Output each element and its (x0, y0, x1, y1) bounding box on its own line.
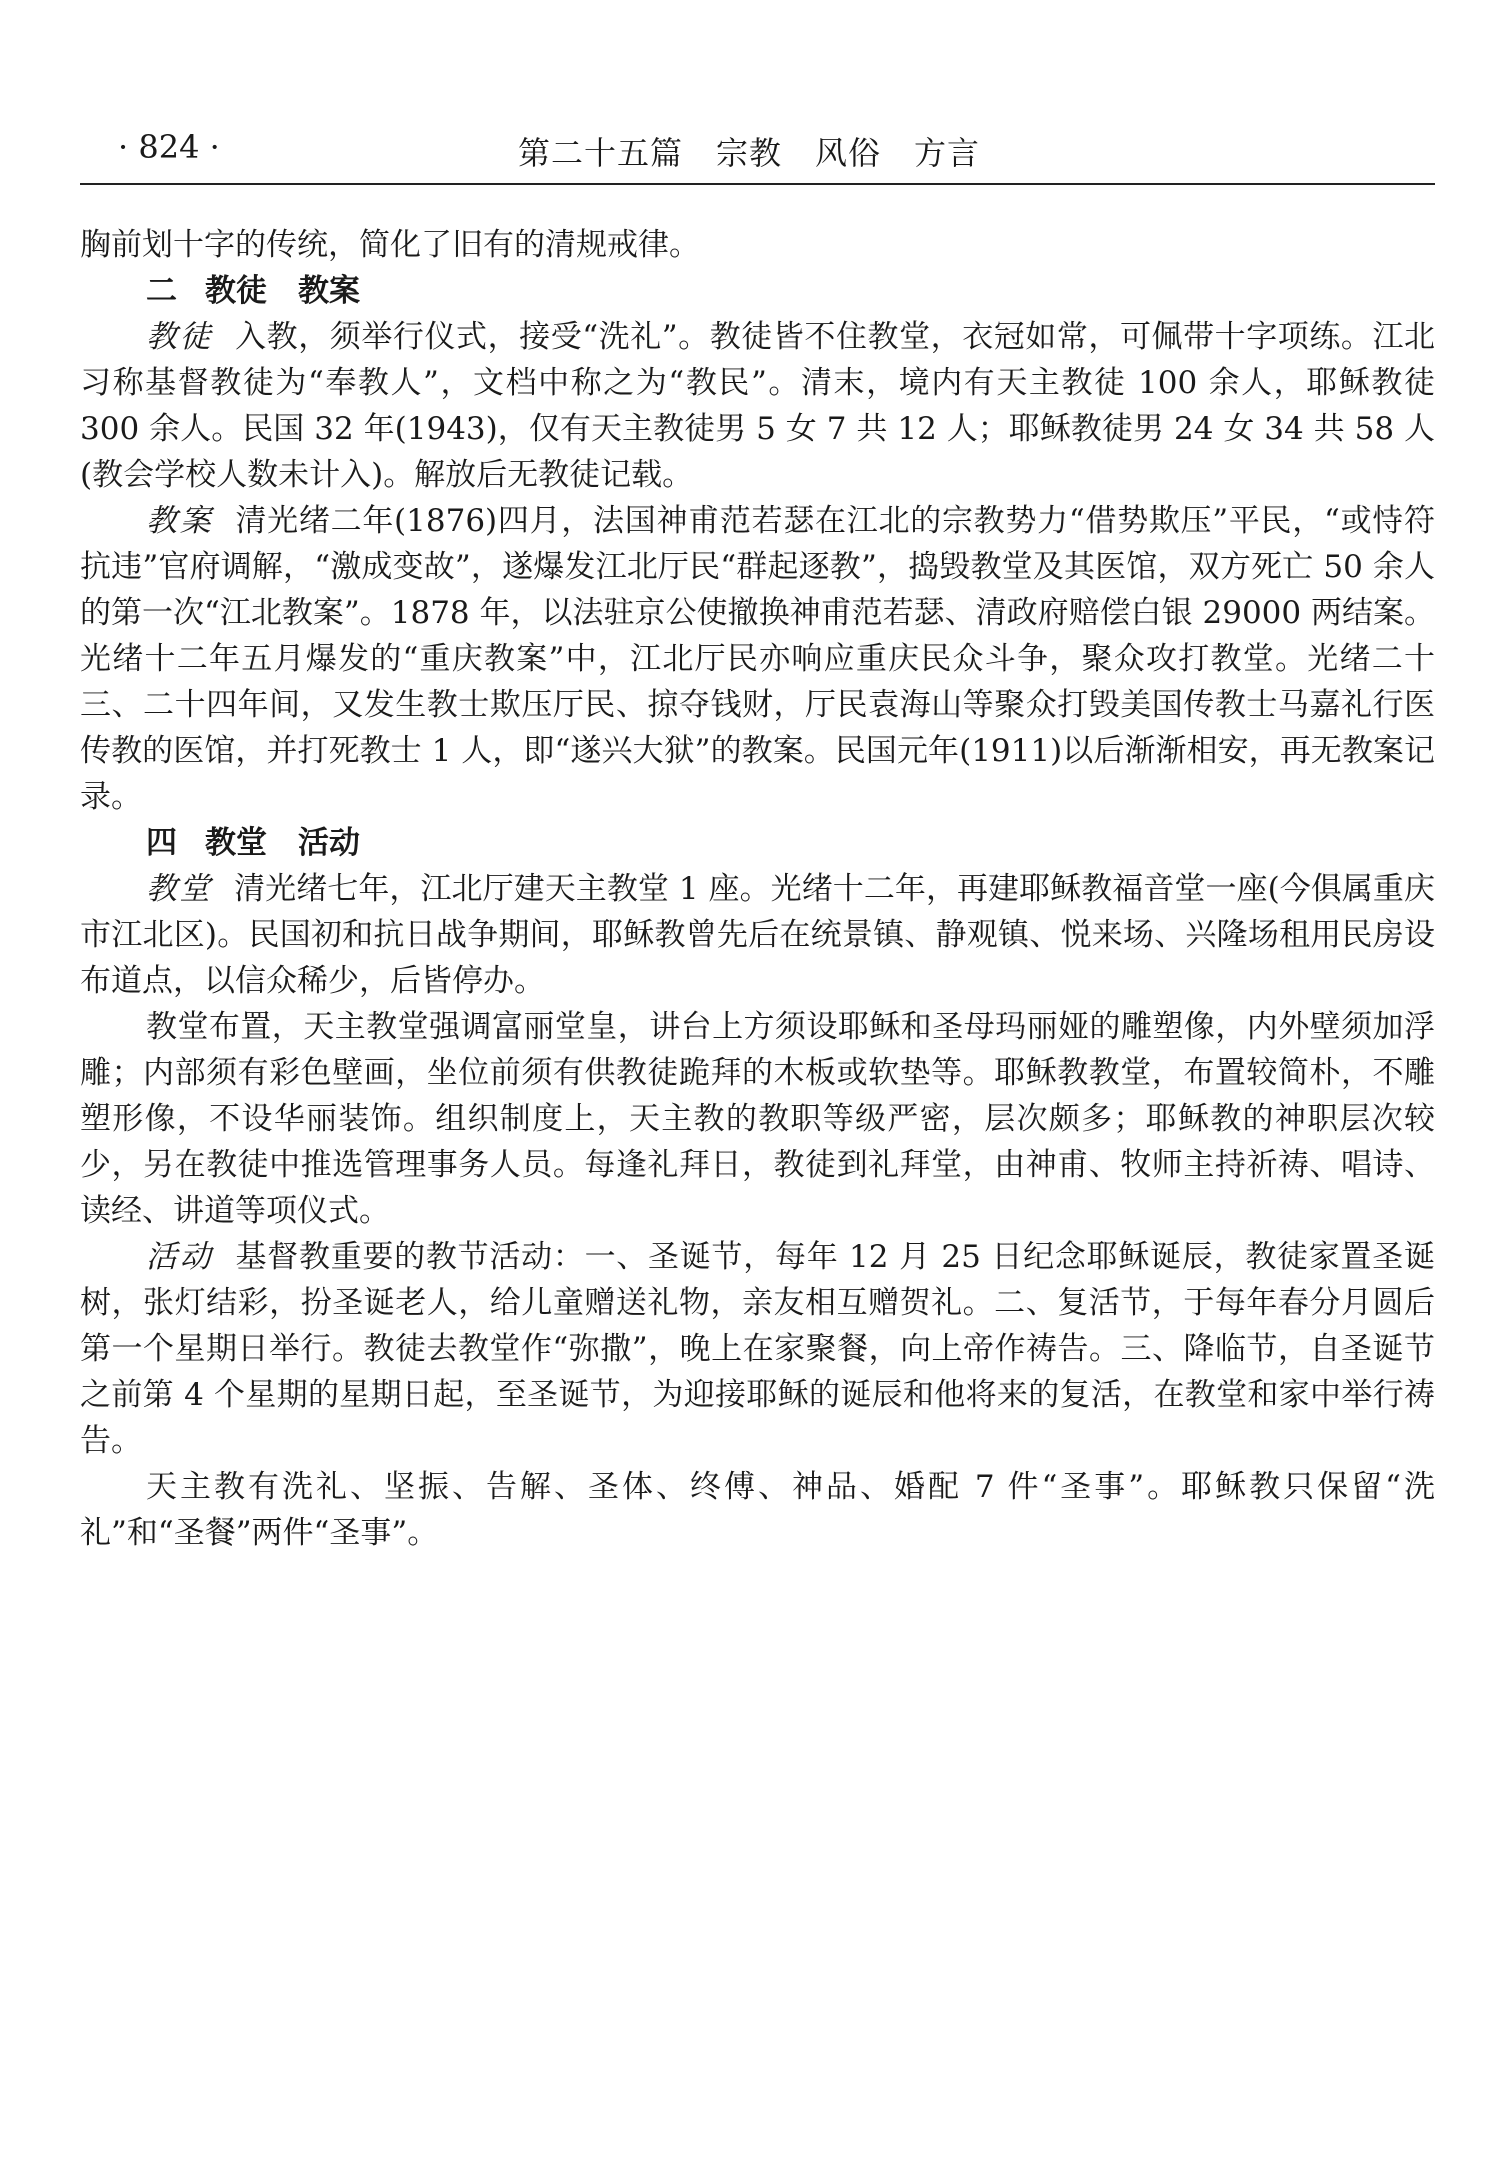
paragraph-missionary-cases (80, 498, 1435, 820)
page-header (80, 128, 1435, 178)
paragraph-sacraments: 天主教有洗礼、坚振、告解、圣体、终傅、神品、婚配 7 件“圣事”。耶稣教只保留“洗礼”和“圣餐”两件“圣事”。 (80, 1469, 1435, 1551)
paragraph-text: 清光绪二年(1876)四月，法国神甫范若瑟在江北的宗教势力“借势欺压”平民，“或恃符抗违”官府调解，“激成变故”，遂爆发江北厅民“群起逐教”，捣毁教堂及其医馆，双方死亡 50 余人的第一次“江北教案”。1878 年，以法驻京公使撤换神甫范若瑟、清政府赔偿白银 29000 两结案。光绪十二年五月爆发的“重庆教案”中，江北厅民亦响应重庆民众斗争，聚众攻打教堂。光绪二十三、二十四年间，又发生教士欺压厅民、掠夺钱财，厅民袁海山等聚众打毁美国传教士马嘉礼行医传教的医馆，并打死教士 1 人，即“遂兴大狱”的教案。民国元年(1911)以后渐渐相安，再无教案记录。 (80, 503, 1436, 815)
section-number: 二 (146, 273, 177, 309)
run-in-term: 教徒 (146, 319, 214, 355)
paragraph-churches (80, 866, 1435, 1004)
paragraph-continued: 胸前划十字的传统，简化了旧有的清规戒律。 (80, 227, 700, 263)
section-number: 四 (146, 825, 177, 861)
paragraph-activities (80, 1234, 1435, 1464)
section-title: 教徒 教案 (205, 273, 360, 309)
header-rule (80, 183, 1435, 185)
paragraph-text: 基督教重要的教节活动：一、圣诞节，每年 12 月 25 日纪念耶稣诞辰，教徒家置圣诞树，张灯结彩，扮圣诞老人，给儿童赠送礼物，亲友相互赠贺礼。二、复活节，于每年春分月圆后第一个星期日举行。教徒去教堂作“弥撒”，晚上在家聚餐，向上帝作祷告。三、降临节，自圣诞节之前第 4 个星期的星期日起，至圣诞节，为迎接耶稣的诞辰和他将来的复活，在教堂和家中举行祷告。 (80, 1239, 1436, 1459)
paragraph-text: 清光绪七年，江北厅建天主教堂 1 座。光绪十二年，再建耶稣教福音堂一座(今俱属重庆市江北区)。民国初和抗日战争期间，耶稣教曾先后在统景镇、静观镇、悦来场、兴隆场租用民房设布道点，以信众稀少，后皆停办。 (80, 871, 1435, 999)
section-title: 教堂 活动 (205, 825, 360, 861)
section-heading-4 (80, 820, 1435, 866)
page-number: · 824 · (118, 128, 220, 166)
paragraph-text: 入教，须举行仪式，接受“洗礼”。教徒皆不住教堂，衣冠如常，可佩带十字项练。江北习称基督教徒为“奉教人”，文档中称之为“教民”。清末，境内有天主教徒 100 余人，耶稣教徒 300 余人。民国 32 年(1943)，仅有天主教徒男 5 女 7 共 12 人；耶稣教徒男 24 女 34 共 58 人(教会学校人数未计入)。解放后无教徒记载。 (80, 319, 1435, 493)
run-in-term: 教堂 (146, 871, 213, 907)
run-in-term: 活动 (146, 1239, 214, 1275)
paragraph-church-layout: 教堂布置，天主教堂强调富丽堂皇，讲台上方须设耶稣和圣母玛丽娅的雕塑像，内外壁须加浮雕；内部须有彩色壁画，坐位前须有供教徒跪拜的木板或软垫等。耶稣教教堂，布置较简朴，不雕塑形像，不设华丽装饰。组织制度上，天主教的教职等级严密，层次颇多；耶稣教的神职层次较少，另在教徒中推选管理事务人员。每逢礼拜日，教徒到礼拜堂，由神甫、牧师主持祈祷、唱诗、读经、讲道等项仪式。 (80, 1009, 1435, 1229)
document-body (80, 222, 1435, 1556)
paragraph-believers (80, 314, 1435, 498)
running-title: 第二十五篇 宗教 风俗 方言 (518, 134, 981, 172)
section-heading-2 (80, 268, 1435, 314)
run-in-term: 教案 (146, 503, 214, 539)
